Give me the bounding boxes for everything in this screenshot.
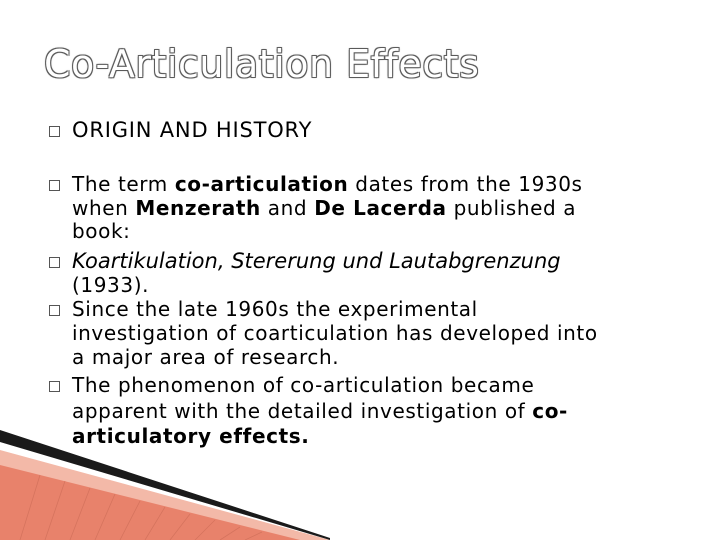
text-run: published a xyxy=(446,196,577,220)
keyword-de-lacerda: De Lacerda xyxy=(314,196,447,220)
text-run: apparent with the detailed investigation of xyxy=(72,399,533,423)
paragraph-1-line-2 xyxy=(72,196,576,220)
paragraph-3-line-1: Since the late 1960s the experimental xyxy=(72,297,478,321)
paragraph-4-line-1: The phenomenon of co-articulation became xyxy=(72,373,535,397)
keyword-co-articulation: co-articulation xyxy=(174,172,349,196)
slide-title: Co-Articulation Effects xyxy=(44,42,480,86)
text-run: and xyxy=(260,196,315,220)
paragraph-3-line-2: investigation of coarticulation has developed into xyxy=(72,321,598,345)
keyword-menzerath: Menzerath xyxy=(135,196,261,220)
paragraph-4-line-2 xyxy=(72,399,568,423)
paragraph-3-line-3: a major area of research. xyxy=(72,345,340,369)
paragraph-1-line-1 xyxy=(72,172,583,196)
swoosh-salmon-band xyxy=(0,465,300,540)
paragraph-2-line-1: Koartikulation, Stererung und Lautabgrenzung xyxy=(72,249,561,273)
decorative-corner-swoosh xyxy=(0,430,330,540)
paragraph-4-line-3: articulatory effects. xyxy=(72,424,310,448)
bullet-square-icon xyxy=(49,381,60,392)
paragraph-2-line-2: (1933). xyxy=(72,273,150,297)
bullet-square-icon xyxy=(49,126,60,137)
bullet-square-icon xyxy=(49,305,60,316)
bullet-square-icon xyxy=(49,257,60,268)
paragraph-1-line-3: book: xyxy=(72,219,131,243)
section-heading: ORIGIN AND HISTORY xyxy=(72,118,313,142)
text-run: when xyxy=(72,196,136,220)
keyword-co: co- xyxy=(532,399,568,423)
bullet-square-icon xyxy=(49,180,60,191)
text-run: The term xyxy=(72,172,175,196)
text-run: dates from the 1930s xyxy=(348,172,583,196)
